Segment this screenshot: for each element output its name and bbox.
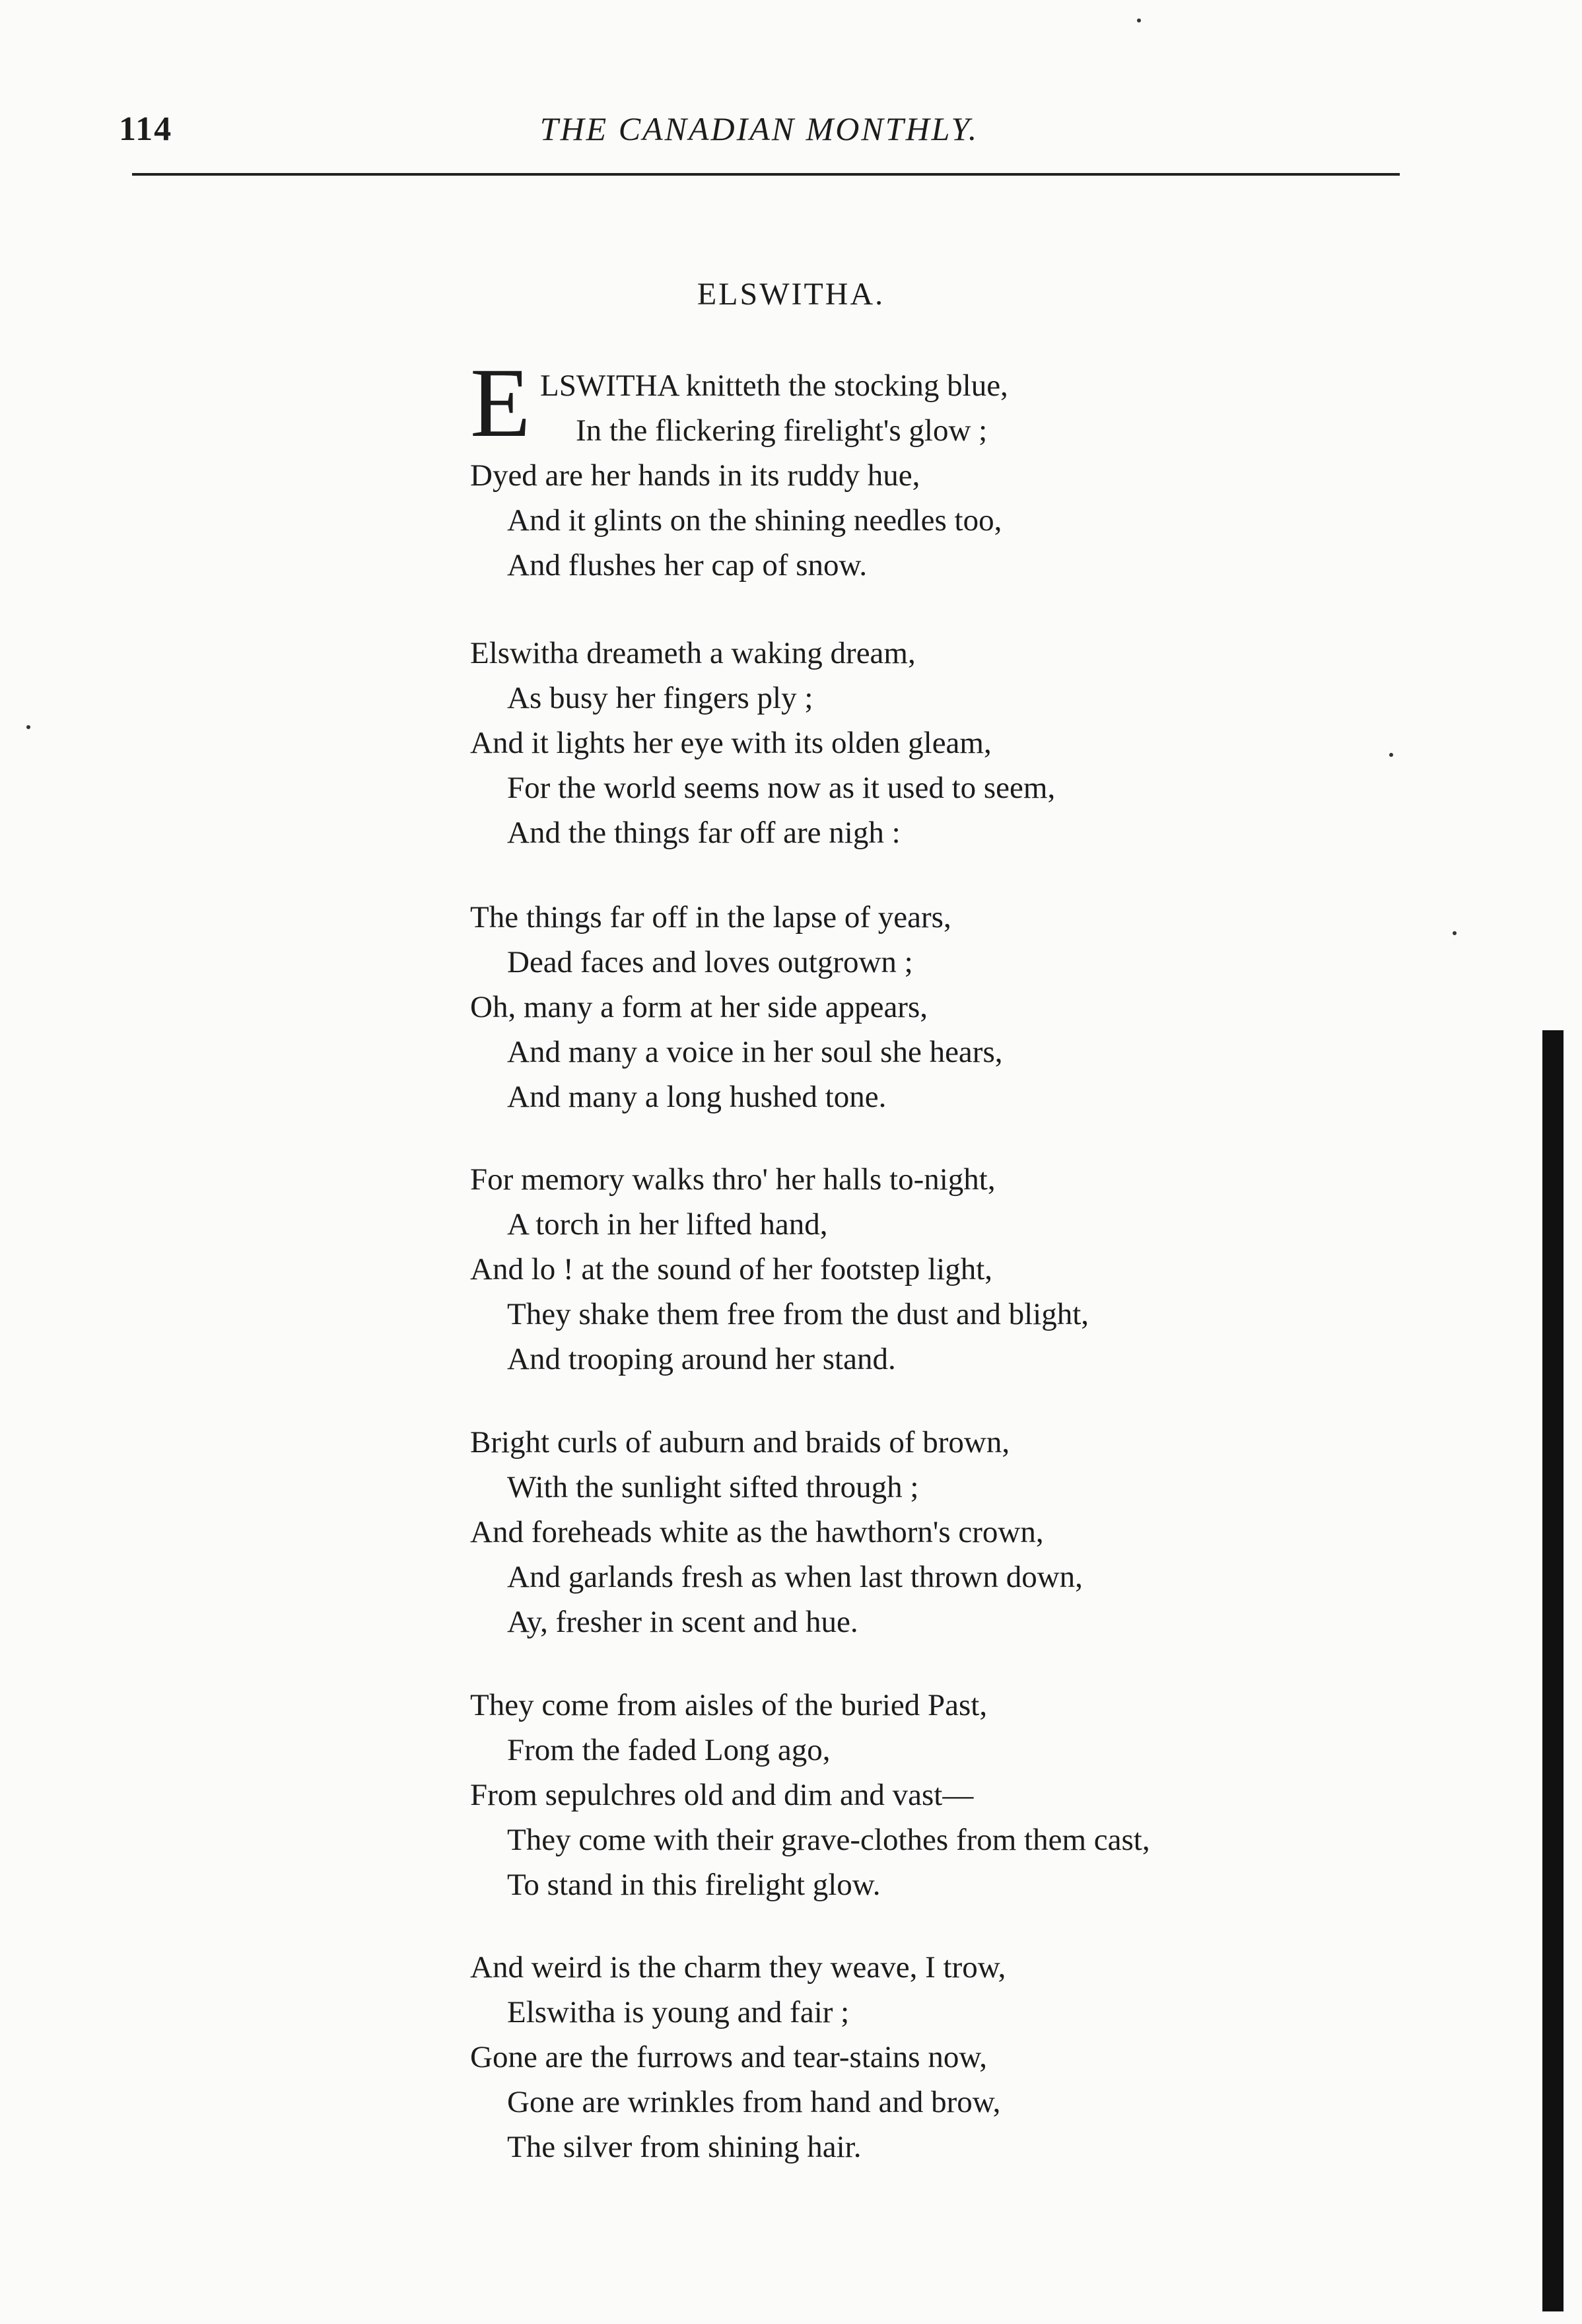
poem-line: The silver from shining hair. (507, 2130, 862, 2164)
scan-speck (1389, 753, 1393, 757)
poem-line: And it lights her eye with its olden gleam, (470, 726, 992, 760)
header-rule (132, 173, 1400, 176)
poem-line: From the faded Long ago, (507, 1733, 831, 1767)
poem-line: Gone are the furrows and tear-stains now, (470, 2040, 987, 2074)
stanza-3 (470, 895, 1461, 1119)
poem-line: And garlands fresh as when last thrown down, (507, 1560, 1083, 1594)
running-title: THE CANADIAN MONTHLY. (539, 110, 979, 147)
poem-line: As busy her fingers ply ; (507, 681, 813, 715)
poem-line: Bright curls of auburn and braids of brown, (470, 1425, 1010, 1460)
stanza-7 (470, 1945, 1461, 2169)
poem-line: In the flickering firelight's glow ; (576, 413, 988, 448)
poem-line: To stand in this firelight glow. (507, 1868, 881, 1902)
poem-line: Oh, many a form at her side appears, (470, 990, 928, 1024)
stanza-4 (470, 1157, 1461, 1382)
poem-line: For the world seems now as it used to seem, (507, 771, 1056, 805)
poem-line: And the things far off are nigh : (507, 816, 901, 850)
stanza-2 (470, 631, 1461, 855)
poem-line: From sepulchres old and dim and vast— (470, 1778, 974, 1812)
poem-line: Elswitha is young and fair ; (507, 1995, 850, 2029)
poem-line: Ay, fresher in scent and hue. (507, 1605, 858, 1639)
drop-cap: E (470, 348, 531, 458)
poem-line: Gone are wrinkles from hand and brow, (507, 2085, 1001, 2119)
poem-line: And many a long hushed tone. (507, 1080, 887, 1114)
scan-edge-shadow (1542, 1030, 1564, 2311)
poem-line: Dyed are her hands in its ruddy hue, (470, 458, 920, 493)
poem-line: LSWITHA knitteth the stocking blue, (540, 369, 1008, 403)
poem-line: For memory walks thro' her halls to-night, (470, 1162, 996, 1197)
scan-speck (26, 725, 30, 729)
stanza-6 (470, 1683, 1461, 1907)
poem-line: The things far off in the lapse of years, (470, 900, 951, 934)
page-number: 114 (119, 110, 173, 148)
poem-title: ELSWITHA. (697, 277, 885, 312)
poem-line: A torch in her lifted hand, (507, 1207, 828, 1242)
scan-speck (1453, 931, 1457, 935)
poem-line: And it glints on the shining needles too, (507, 503, 1002, 538)
poem-line: And lo ! at the sound of her footstep light, (470, 1252, 993, 1286)
stanza-5 (470, 1420, 1461, 1644)
poem-line: They come with their grave-clothes from them cast, (507, 1823, 1150, 1857)
poem-line: Elswitha dreameth a waking dream, (470, 636, 916, 670)
stanza-1 (470, 363, 1461, 588)
poem-line: Dead faces and loves outgrown ; (507, 945, 913, 979)
running-header (0, 99, 1582, 152)
poem-line: They come from aisles of the buried Past, (470, 1688, 988, 1722)
poem-line: And weird is the charm they weave, I trow, (470, 1950, 1006, 1985)
poem-line: And many a voice in her soul she hears, (507, 1035, 1003, 1069)
poem-line: They shake them free from the dust and blight, (507, 1297, 1089, 1331)
poem-line: With the sunlight sifted through ; (507, 1470, 919, 1504)
scan-speck (1137, 18, 1141, 22)
poem-line: And trooping around her stand. (507, 1342, 896, 1376)
poem-line: And flushes her cap of snow. (507, 548, 868, 582)
poem-line: And foreheads white as the hawthorn's crown, (470, 1515, 1044, 1549)
